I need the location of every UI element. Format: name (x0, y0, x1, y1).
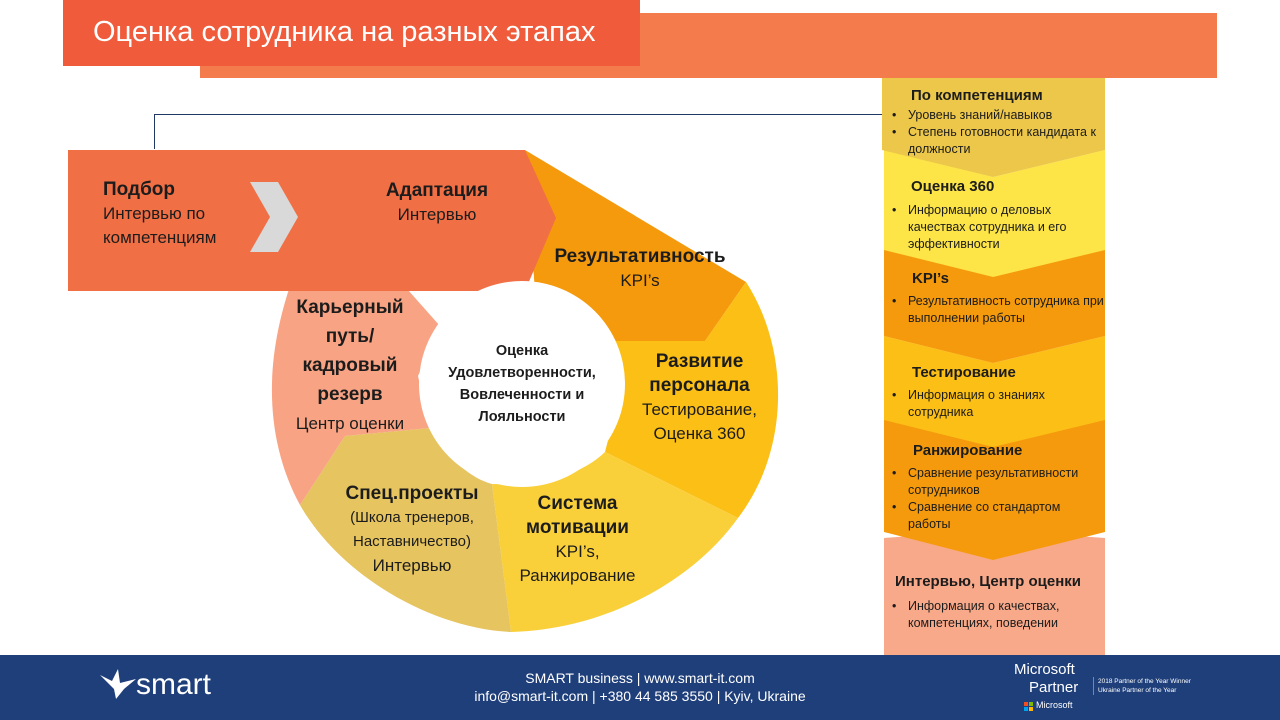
stage-adaptation-name: Адаптация (385, 180, 489, 201)
center-line-4: Лояльности (478, 409, 566, 425)
stage-development-method-1: Тестирование, (642, 400, 757, 419)
ms-small-label: Microsoft (1036, 700, 1073, 710)
stage-results (540, 245, 740, 293)
stage-motivation-name-2: мотивации (526, 517, 629, 538)
stage-adaptation (367, 179, 507, 227)
sidebar-testing (882, 364, 1104, 421)
center-line-2: Удовлетворенности, (448, 365, 596, 381)
sidebar-ranking-bullet-1: • Сравнение результативности сотрудников (892, 465, 1104, 499)
stage-podbor-name: Подбор (103, 179, 176, 200)
stage-motivation-method-1: KPI’s, (555, 542, 600, 561)
ms-award (1093, 677, 1198, 695)
stage-results-method: KPI’s (620, 271, 660, 290)
bird-logo-icon (98, 667, 138, 701)
stage-career-name-3: кадровый (302, 355, 398, 376)
sidebar-ranking-bullet-2: • Сравнение со стандартом работы (892, 499, 1104, 533)
sidebar-kpi-title: KPI’s (912, 270, 949, 287)
logo-wordmark: smart (136, 668, 211, 701)
sidebar-competencies-bullet-1: • Уровень знаний/навыков (892, 107, 1104, 124)
sidebar-360 (882, 178, 1104, 253)
microsoft-logo-icon (1024, 702, 1033, 711)
stage-podbor-method-2: компетенциям (103, 228, 217, 247)
sidebar-testing-bullet-1: • Информация о знаниях сотрудника (892, 387, 1104, 421)
sidebar-competencies (882, 87, 1104, 158)
stage-development-method-2: Оценка 360 (653, 424, 746, 443)
ms-award-line-2: Ukraine Partner of the Year (1098, 687, 1177, 694)
slide-title: Оценка сотрудника на разных этапах (93, 16, 596, 48)
stage-projects-method-3: Интервью (372, 556, 452, 575)
sidebar-testing-title: Тестирование (912, 364, 1016, 381)
stage-adaptation-method: Интервью (397, 205, 477, 224)
footer-line-2: info@smart-it.com | +380 44 585 3550 | Kyiv, Ukraine (474, 688, 806, 704)
stage-results-name: Результативность (554, 246, 726, 267)
stage-career-name-1: Карьерный (296, 297, 404, 318)
stage-motivation-method-2: Ранжирование (519, 566, 636, 585)
sidebar-interview-title: Интервью, Центр оценки (895, 573, 1082, 590)
center-label (422, 340, 622, 428)
center-line-3: Вовлеченности и (459, 387, 585, 403)
footer (0, 655, 1280, 720)
sidebar-ranking (882, 442, 1104, 533)
sidebar-competencies-bullet-2: • Степень готовности кандидата к должности (892, 124, 1104, 158)
footer-line-1: SMART business | www.smart-it.com (525, 670, 755, 686)
sidebar-360-title: Оценка 360 (911, 178, 995, 195)
sidebar-kpi-bullet-1: • Результативность сотрудника при выполнении работы (892, 293, 1104, 327)
ms-partner-line-2: Partner (1029, 679, 1079, 696)
stage-development-name-1: Развитие (655, 351, 744, 372)
ms-partner-line-1: Microsoft (1014, 661, 1075, 678)
stage-projects-method-1: (Школа тренеров, (350, 509, 474, 526)
footer-contacts (440, 669, 840, 705)
sidebar-interview (882, 573, 1104, 632)
sidebar-ranking-title: Ранжирование (913, 442, 1023, 459)
stage-podbor-method-1: Интервью по (103, 204, 206, 223)
stage-podbor (103, 178, 216, 250)
stage-projects-name: Спец.проекты (345, 483, 479, 504)
stage-development (622, 350, 777, 446)
stage-motivation (500, 492, 655, 588)
sidebar-360-bullet-1: • Информацию о деловых качествах сотрудника и его эффективности (892, 202, 1104, 253)
stage-career-method: Центр оценки (295, 414, 405, 433)
sidebar-interview-bullet-1: • Информация о качествах, компетенциях, поведении (892, 598, 1104, 632)
center-line-1: Оценка (495, 343, 549, 359)
stage-career-name-4: резерв (317, 384, 383, 405)
sidebar-kpi (882, 270, 1104, 327)
stage-career (280, 293, 420, 438)
ms-award-line-1: 2018 Partner of the Year Winner (1098, 678, 1191, 685)
stage-projects-method-2: Наставничество) (352, 533, 471, 550)
sidebar-competencies-title: По компетенциям (911, 87, 1043, 104)
stage-career-name-2: путь/ (325, 326, 375, 347)
stage-development-name-2: персонала (649, 375, 750, 396)
stage-motivation-name-1: Система (537, 493, 618, 514)
stage-projects (327, 482, 497, 578)
